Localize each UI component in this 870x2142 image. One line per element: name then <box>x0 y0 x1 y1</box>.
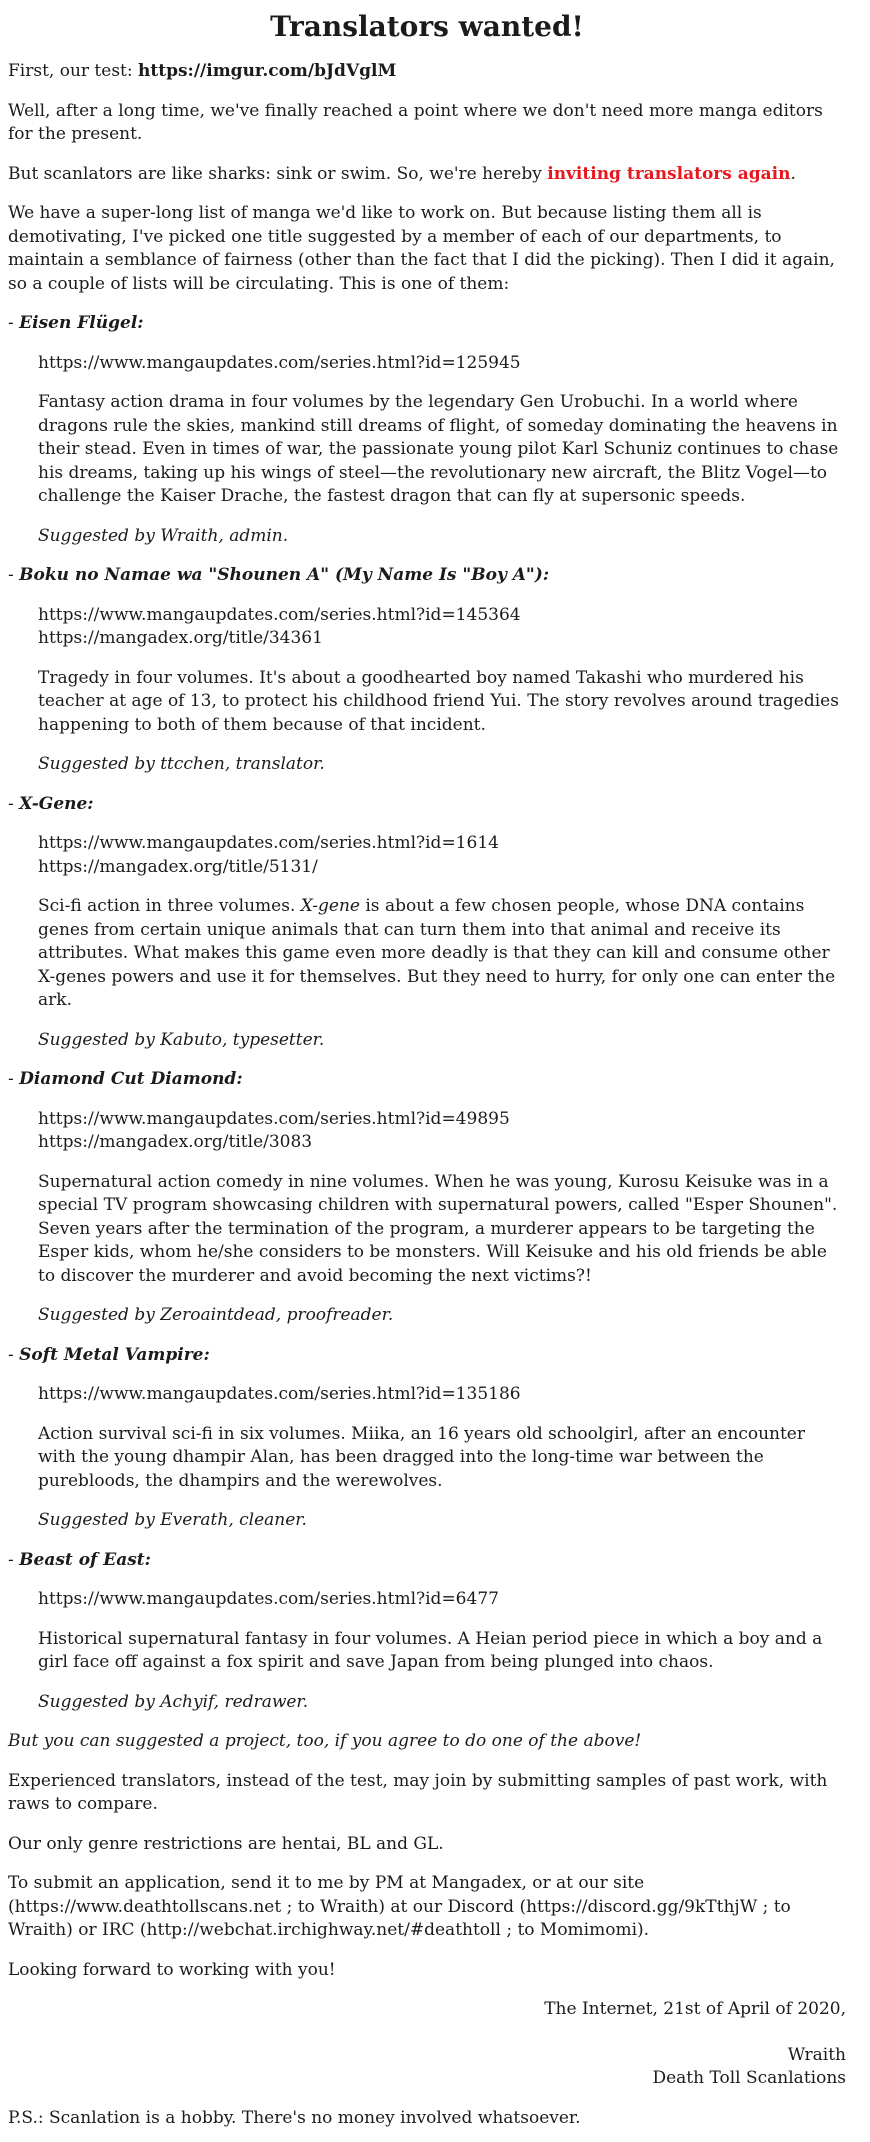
series-suggested-by: Suggested by Kabuto, typesetter. <box>38 1029 325 1050</box>
series-links <box>38 352 846 376</box>
series-entry-eisen-flugel <box>8 312 846 548</box>
signature-name: Wraith <box>787 2044 846 2065</box>
series-link: https://www.mangaupdates.com/series.html?id=125945 <box>38 352 521 373</box>
series-body <box>8 1108 846 1328</box>
series-bullet: - <box>8 1344 20 1365</box>
series-title <box>8 312 846 336</box>
series-suggested-by: Suggested by Achyif, redrawer. <box>38 1691 309 1712</box>
test-url: https://imgur.com/bJdVglM <box>138 61 397 81</box>
test-label: First, our test: <box>8 61 139 81</box>
series-link: https://mangadex.org/title/5131/ <box>38 856 318 877</box>
series-links <box>38 1383 846 1407</box>
series-body <box>8 1383 846 1533</box>
series-title <box>8 793 846 817</box>
series-bullet: - <box>8 793 20 814</box>
invitation-highlight: inviting translators again <box>547 163 791 184</box>
series-description <box>38 895 846 1013</box>
series-title <box>8 1068 846 1092</box>
experienced-note-paragraph: Experienced translators, instead of the test, may join by submitting samples of past work, with raws to compare. <box>8 1770 828 1814</box>
series-bullet: - <box>8 1549 20 1570</box>
series-description: Fantasy action drama in four volumes by the legendary Gen Urobuchi. In a world where dragons rule the skies, mankind still dreams of flight, of someday dominating the heavens in their stead. Even in times of war, the passionate young pilot Karl Schuniz continues to chase his dreams, taking up his wings of steel—the revolutionary new aircraft, the Blitz Vogel—to challenge the Kaiser Drache, the fastest dragon that can fly at supersonic speeds. <box>38 392 839 506</box>
suggest-note-paragraph: But you can suggested a project, too, if you agree to do one of the above! <box>8 1731 642 1751</box>
series-suggested-by: Suggested by Wraith, admin. <box>38 525 289 546</box>
genre-note-paragraph: Our only genre restrictions are hentai, BL and GL. <box>8 1833 444 1854</box>
series-bullet: - <box>8 313 20 333</box>
series-suggested-by: Suggested by Everath, cleaner. <box>38 1510 307 1530</box>
series-description: Action survival sci-fi in six volumes. Miika, an 16 years old schoolgirl, after an encounter with the young dhampir Alan, has been dragged into the long-time war between the purebloods, the dhampirs and the werewolves. <box>38 1423 805 1491</box>
series-description: Tragedy in four volumes. It's about a goodhearted boy named Takashi who murdered his teacher at age of 13, to protect his childhood friend Yui. The story revolves around tragedies happening to both of them because of that incident. <box>38 667 839 735</box>
invitation-text-after: . <box>790 163 796 184</box>
series-bullet: - <box>8 565 20 585</box>
series-title <box>8 564 846 588</box>
series-links <box>38 1588 846 1612</box>
series-title-text: X-Gene: <box>19 793 94 814</box>
list-intro-paragraph: We have a super-long list of manga we'd like to work on. But because listing them all is demotivating, I've picked one title suggested by a member of each of our departments, to maintain a semblance of fairness (other than the fact that I did the picking). Then I did it again, so a couple of lists will be circulating. This is one of them: <box>8 203 835 294</box>
series-link: https://www.mangaupdates.com/series.html?id=145364 <box>38 604 521 625</box>
series-description: Supernatural action comedy in nine volumes. When he was young, Kurosu Keisuke was in a special TV program showcasing children with supernatural powers, called "Esper Shounen". Seven years after the termination of the program, a murderer appears to be targeting the Esper kids, whom he/she considers to be monsters. Will Keisuke and his old friends be able to discover the murderer and avoid becoming the next victims?! <box>38 1171 838 1286</box>
series-body <box>8 352 846 549</box>
series-entry-soft-metal-vampire <box>8 1344 846 1533</box>
postscript: P.S.: Scanlation is a hobby. There's no money involved whatsoever. <box>8 2107 581 2128</box>
series-description-emphasis: X-gene <box>300 896 360 916</box>
series-link: https://www.mangaupdates.com/series.html?id=1614 <box>38 833 499 853</box>
series-description: Historical supernatural fantasy in four volumes. A Heian period piece in which a boy and a girl face off against a fox spirit and save Japan from being plunged into chaos. <box>38 1628 823 1672</box>
page-title: Translators wanted! <box>270 10 584 43</box>
series-title-text: Diamond Cut Diamond: <box>19 1069 243 1089</box>
editors-note-paragraph: Well, after a long time, we've finally reached a point where we don't need more manga editors for the present. <box>8 100 823 144</box>
series-links <box>38 832 846 879</box>
dateline: The Internet, 21st of April of 2020, <box>544 1999 846 2019</box>
series-description-after: is about a few chosen people, whose DNA contains genes from certain unique animals that can turn them into that animal and receive its attributes. What makes this game even more deadly is that they can kill and consume other X-genes powers and use it for themselves. But they need to hurry, for only one can enter the ark. <box>38 896 836 1010</box>
series-description-before: Sci-fi action in three volumes. <box>38 896 301 916</box>
signature-block <box>8 2044 846 2091</box>
closing-paragraph: Looking forward to working with you! <box>8 1959 336 1980</box>
series-link: https://mangadex.org/title/3083 <box>38 1132 313 1152</box>
series-title-text: Beast of East: <box>19 1549 151 1570</box>
series-suggested-by: Suggested by Zeroaintdead, proofreader. <box>38 1305 394 1325</box>
series-links <box>38 604 846 651</box>
series-body <box>8 1588 846 1714</box>
series-title <box>8 1344 846 1368</box>
test-paragraph <box>8 60 846 84</box>
series-link: https://www.mangaupdates.com/series.html?id=135186 <box>38 1384 521 1404</box>
series-body <box>8 832 846 1052</box>
series-entry-beast-of-east <box>8 1549 846 1715</box>
series-bullet: - <box>8 1069 20 1089</box>
series-title-text: Boku no Namae wa "Shounen A" (My Name Is "Boy A"): <box>19 565 550 585</box>
series-entry-x-gene <box>8 793 846 1053</box>
series-link: https://www.mangaupdates.com/series.html?id=49895 <box>38 1108 510 1129</box>
series-link: https://mangadex.org/title/34361 <box>38 628 323 648</box>
series-body <box>8 604 846 777</box>
apply-note-paragraph: To submit an application, send it to me by PM at Mangadex, or at our site (https://www.deathtollscans.net ; to Wraith) at our Discord (https://discord.gg/9kTthjW ; to Wraith) or IRC (http://webchat.irchighway.net/#deathtoll ; to Momimomi). <box>8 1873 791 1940</box>
series-entry-diamond-cut-diamond <box>8 1068 846 1328</box>
series-title-text: Eisen Flügel: <box>19 313 144 333</box>
series-title-text: Soft Metal Vampire: <box>19 1344 210 1365</box>
series-link: https://www.mangaupdates.com/series.html?id=6477 <box>38 1589 499 1609</box>
invitation-paragraph <box>8 163 846 187</box>
series-links <box>38 1108 846 1155</box>
series-suggested-by: Suggested by ttcchen, translator. <box>38 754 325 774</box>
invitation-text-before: But scanlators are like sharks: sink or swim. So, we're hereby <box>8 163 548 184</box>
signature-group: Death Toll Scanlations <box>652 2068 846 2088</box>
series-entry-boku-no-namae <box>8 564 846 777</box>
series-title <box>8 1549 846 1573</box>
